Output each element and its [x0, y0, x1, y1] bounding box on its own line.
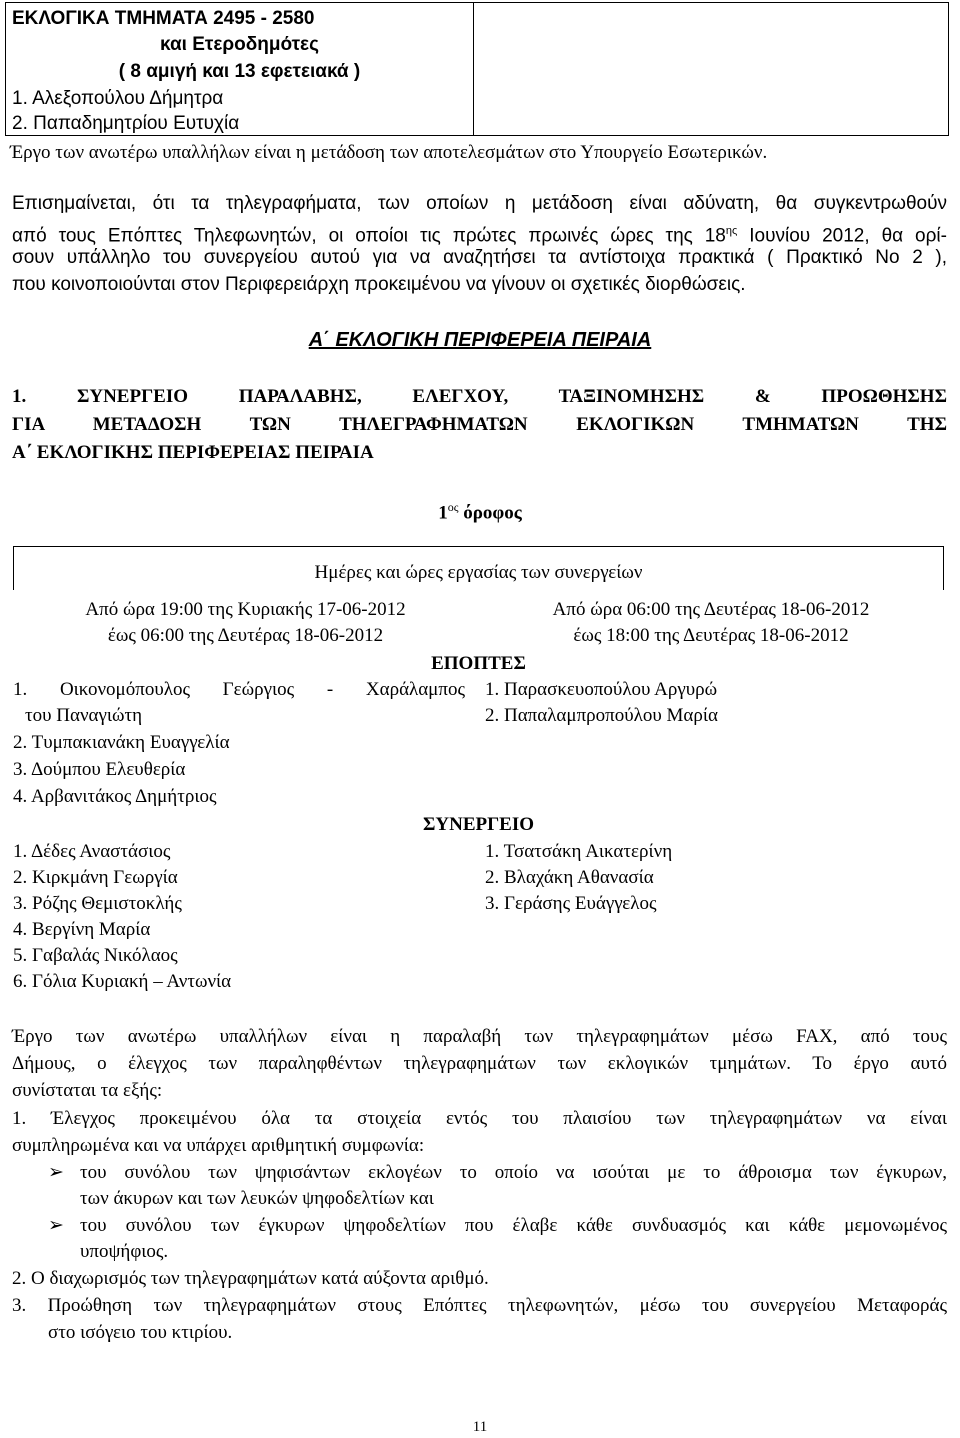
- table-divider: [473, 3, 474, 135]
- supervisor-item: 1. Οικονομόπουλος Γεώργιος - Χαράλαμπος: [13, 679, 465, 700]
- supervisors-label: ΕΠΟΠΤΕΣ: [431, 653, 526, 674]
- team-member: 6. Γόλια Κυριακή – Αντωνία: [13, 971, 232, 992]
- list-item: 1. Έλεγχος προκειμένου όλα τα στοιχεία εντός του πλαισίου των τηλεγραφημάτων να είναι: [12, 1108, 947, 1129]
- top-info-table: [5, 2, 949, 136]
- body-line: συνίσταται τα εξής:: [12, 1080, 163, 1101]
- bullet-item: του συνόλου των ψηφισάντων εκλογέων το οποίο να ισούται με το άθροισμα των έγκυρων,: [80, 1162, 947, 1183]
- section-title-line: Α΄ ΕΚΛΟΓΙΚΗΣ ΠΕΡΙΦΕΡΕΙΑΣ ΠΕΙΡΑΙΑ: [12, 442, 374, 463]
- team-member: 4. Βεργίνη Μαρία: [13, 919, 151, 940]
- list-item: συμπληρωμένα και να υπάρχει αριθμητική συμφωνία:: [12, 1135, 425, 1156]
- list-item: 2. Ο διαχωρισμός των τηλεγραφημάτων κατά αύξοντα αριθμό.: [12, 1268, 489, 1289]
- team-member: 1. Δέδες Αναστάσιος: [13, 841, 171, 862]
- schedule-header: Ημέρες και ώρες εργασίας των συνεργείων: [314, 562, 643, 583]
- schedule-table: [13, 546, 944, 992]
- team-label: ΣΥΝΕΡΓΕΙΟ: [422, 814, 535, 835]
- left-shift-line: έως 06:00 της Δευτέρας 18-06-2012: [107, 625, 384, 646]
- bullet-item: των άκυρων και των λευκών ψηφοδελτίων και: [80, 1188, 434, 1209]
- list-item: 3. Προώθηση των τηλεγραφημάτων στους Επόπτες τηλεφωνητών, μέσω του συνεργείου Μεταφοράς: [12, 1295, 947, 1316]
- task-line: Έργο των ανωτέρω υπαλλήλων είναι η μετάδοση των αποτελεσμάτων στο Υπουργείο Εσωτερικών.: [10, 142, 768, 163]
- left-shift-line: Από ώρα 19:00 της Κυριακής 17-06-2012: [85, 599, 406, 620]
- election-sections-title: ΕΚΛΟΓΙΚΑ ΤΜΗΜΑΤΑ 2495 - 2580: [12, 8, 315, 29]
- team-member: 3. Ρόζης Θεμιστοκλής: [13, 893, 182, 914]
- list-item: στο ισόγειο του κτιρίου.: [48, 1322, 233, 1343]
- section-title-line: 1. ΣΥΝΕΡΓΕΙΟ ΠΑΡΑΛΑΒΗΣ, ΕΛΕΓΧΟΥ, ΤΑΞΙΝΟΜΗΣΗΣ & ΠΡΟΩΘΗΣΗΣ: [12, 386, 947, 407]
- page-number: 11: [472, 1419, 488, 1435]
- notice-line: από τους Επόπτες Τηλεφωνητών, οι οποίοι τις πρώτες πρωινές ώρες της $18^{\eta\varsigma}$ Ιουνίου 2012, θα ορί-: [12, 225, 947, 247]
- body-line: Έργο των ανωτέρω υπαλλήλων είναι η παραλαβή των τηλεγραφημάτων μέσω FAX, από τους: [12, 1026, 947, 1047]
- section-title-line: ΓΙΑ ΜΕΤΑΔΟΣΗ ΤΩΝ ΤΗΛΕΓΡΑΦΗΜΑΤΩΝ ΕΚΛΟΓΙΚΩΝ ΤΜΗΜΑΤΩΝ ΤΗΣ: [12, 414, 947, 435]
- team-member: 2. Βλαχάκη Αθανασία: [485, 867, 654, 888]
- supervisor-item: 2. Τυμπακιανάκη Ευαγγελία: [13, 732, 230, 753]
- supervisor-item: 4. Αρβανιτάκος Δημήτριος: [13, 786, 217, 807]
- notice-line: που κοινοποιούνται στον Περιφερειάρχη προκειμένου να γίνουν οι σχετικές διορθώσεις.: [12, 274, 746, 295]
- bullet-icon: ➢: [48, 1162, 64, 1183]
- team-member: 3. Γεράσης Ευάγγελος: [485, 893, 657, 914]
- notice-line: Επισημαίνεται, ότι τα τηλεγραφήματα, των οποίων η μετάδοση είναι αδύνατη, θα συγκεντρωθούν: [12, 193, 947, 214]
- election-sections-subtitle: και Ετεροδημότες: [160, 34, 319, 55]
- right-shift-line: έως 18:00 της Δευτέρας 18-06-2012: [573, 625, 849, 646]
- supervisor-item: του Παναγιώτη: [25, 705, 143, 726]
- team-member: 5. Γαβαλάς Νικόλαος: [13, 945, 178, 966]
- supervisor-item: 2. Παπαλαμπροπούλου Μαρία: [485, 705, 718, 726]
- member-item: 1. Αλεξοπούλου Δήμητρα: [12, 88, 224, 109]
- supervisor-item: 3. Δούμπου Ελευθερία: [13, 759, 186, 780]
- region-heading: Α΄ ΕΚΛΟΓΙΚΗ ΠΕΡΙΦΕΡΕΙΑ ΠΕΙΡΑΙΑ: [308, 329, 652, 351]
- notice-line: σουν υπάλληλο του συνεργείου αυτού για να αναζητήσει τα αντίστοιχα πρακτικά ( Πρακτικό Νο 2 ),: [12, 247, 947, 268]
- member-item: 2. Παπαδημητρίου Ευτυχία: [12, 113, 240, 134]
- bullet-icon: ➢: [48, 1215, 64, 1236]
- election-sections-count: ( 8 αμιγή και 13 εφετειακά ): [118, 61, 361, 82]
- supervisor-item: 1. Παρασκευοπούλου Αργυρώ: [485, 679, 718, 700]
- bullet-item: υποψήφιος.: [80, 1241, 169, 1262]
- bullet-item: του συνόλου των έγκυρων ψηφοδελτίων που έλαβε κάθε συνδυασμός και κάθε μεμονωμένος: [80, 1215, 947, 1236]
- floor-label: $1^{o\varsigma}$ όροφος: [438, 500, 522, 524]
- body-line: Δήμους, ο έλεγχος των παραληφθέντων τηλεγραφημάτων των εκλογικών τμημάτων. Το έργο αυτό: [12, 1053, 947, 1074]
- team-member: 2. Κιρκμάνη Γεωργία: [13, 867, 178, 888]
- team-member: 1. Τσατσάκη Αικατερίνη: [485, 841, 673, 862]
- right-shift-line: Από ώρα 06:00 της Δευτέρας 18-06-2012: [552, 599, 870, 620]
